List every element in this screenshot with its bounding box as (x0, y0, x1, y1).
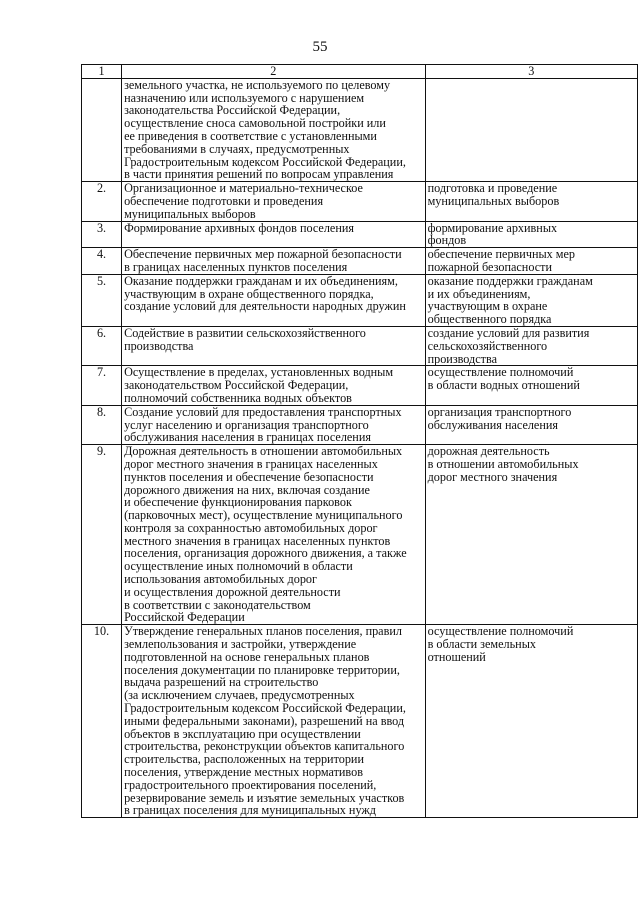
power-category-text: формирование архивных фондов (425, 221, 637, 248)
table-row (82, 248, 638, 275)
table-row (82, 182, 638, 221)
municipal-power-text: Осуществление в пределах, установленных водным законодательством Российской Федерации, полномочий собственника водных объектов (122, 366, 426, 405)
municipal-power-text: Содействие в развитии сельскохозяйственного производства (122, 326, 426, 365)
power-category-text (425, 78, 637, 181)
header-col-3: 3 (425, 65, 637, 79)
row-number: 10. (82, 625, 122, 818)
municipal-power-text: Обеспечение первичных мер пожарной безопасности в границах населенных пунктов поселения (122, 248, 426, 275)
power-category-text: подготовка и проведение муниципальных выборов (425, 182, 637, 221)
table-row (82, 625, 638, 818)
municipal-power-text: Организационное и материально-техническое обеспечение подготовки и проведения муниципальных выборов (122, 182, 426, 221)
row-number: 2. (82, 182, 122, 221)
power-category-text: оказание поддержки гражданам и их объединениям, участвующим в охране общественного порядка (425, 274, 637, 326)
municipal-power-text: земельного участка, не используемого по целевому назначению или используемого с нарушением законодательства Российской Федерации, осуществление сноса самовольной постройки или ее приведения в соответствие с установленными требованиями в случаях, предусмотренных Градостроительным кодексом Российской Федерации, в части принятия решений по вопросам управления (122, 78, 426, 181)
table-row (82, 445, 638, 625)
row-number: 6. (82, 326, 122, 365)
table-header-row (82, 65, 638, 79)
table-row (82, 366, 638, 405)
municipal-power-text: Формирование архивных фондов поселения (122, 221, 426, 248)
header-col-2: 2 (122, 65, 426, 79)
table-row (82, 326, 638, 365)
row-number: 8. (82, 405, 122, 444)
table-row (82, 78, 638, 181)
power-category-text: осуществление полномочий в области водных отношений (425, 366, 637, 405)
power-category-text: организация транспортного обслуживания населения (425, 405, 637, 444)
power-category-text: дорожная деятельность в отношении автомобильных дорог местного значения (425, 445, 637, 625)
power-category-text: осуществление полномочий в области земельных отношений (425, 625, 637, 818)
row-number: 9. (82, 445, 122, 625)
table-row (82, 405, 638, 444)
row-number: 5. (82, 274, 122, 326)
page-number: 55 (312, 39, 328, 55)
municipal-power-text: Дорожная деятельность в отношении автомобильных дорог местного значения в границах населенных пунктов поселения и обеспечение безопасности дорожного движения на них, включая создание и обеспечение функционирования парковок (парковочных мест), осуществление муниципального контроля за сохранностью автомобильных дорог местного значения в границах населенных пунктов поселения, организация дорожного движения, а также осуществление иных полномочий в области использования автомобильных дорог и осуществления дорожной деятельности в соответствии с законодательством Российской Федерации (122, 445, 426, 625)
powers-table (81, 64, 638, 818)
municipal-power-text: Оказание поддержки гражданам и их объединениям, участвующим в охране общественного порядка, создание условий для деятельности народных дружин (122, 274, 426, 326)
table-row (82, 274, 638, 326)
row-number: 3. (82, 221, 122, 248)
row-number: 7. (82, 366, 122, 405)
header-col-1: 1 (82, 65, 122, 79)
row-number: 4. (82, 248, 122, 275)
municipal-power-text: Создание условий для предоставления транспортных услуг населению и организация транспортного обслуживания населения в границах поселения (122, 405, 426, 444)
power-category-text: обеспечение первичных мер пожарной безопасности (425, 248, 637, 275)
power-category-text: создание условий для развития сельскохозяйственного производства (425, 326, 637, 365)
municipal-power-text: Утверждение генеральных планов поселения, правил землепользования и застройки, утверждение подготовленной на основе генеральных планов поселения документации по планировке территории, выдача разрешений на строительство (за исключением случаев, предусмотренных Градостроительным кодексом Российской Федерации, иными федеральными законами), разрешений на ввод объектов в эксплуатацию при осуществлении строительства, реконструкции объектов капитального строительства, расположенных на территории поселения, утверждение местных нормативов градостроительного проектирования поселений, резервирование земель и изъятие земельных участков в границах поселения для муниципальных нужд (122, 625, 426, 818)
row-number (82, 78, 122, 181)
table-row (82, 221, 638, 248)
